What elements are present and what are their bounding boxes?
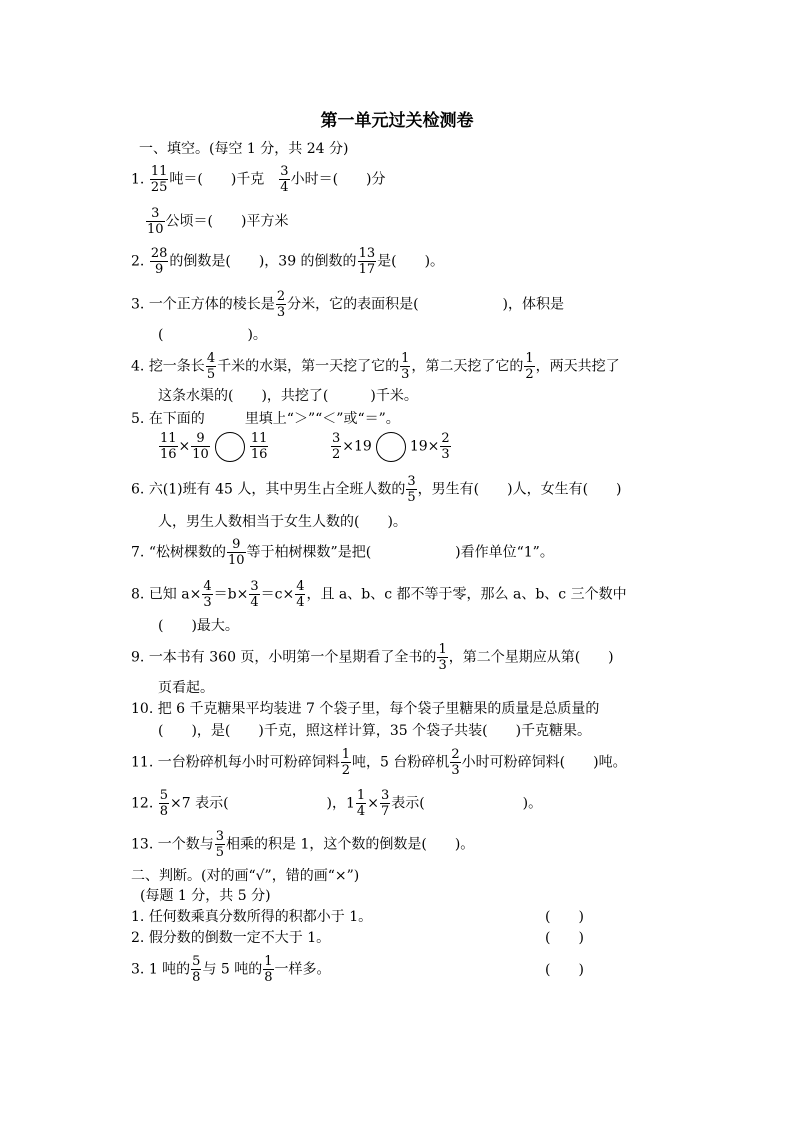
compare-circle[interactable] [215, 432, 245, 462]
fraction: $\frac{1}{3}$ [401, 351, 410, 382]
fraction: $\frac{13}{17}$ [358, 246, 376, 277]
judge-question-2: 2. 假分数的倒数一定不大于 1。 [131, 930, 331, 946]
question-7: 7. “松树棵数的 $\frac{9}{10}$ 等于柏树棵数”是把( )看作单位“1”。 [131, 537, 554, 568]
answer-paren[interactable]: ( ) [545, 909, 584, 925]
fraction: $\frac{1}{2}$ [341, 747, 350, 778]
question-10-line2: ( )，是( )千克，照这样计算，35 个袋子共装( )千克糖果。 [158, 723, 592, 739]
question-9: 9. 一本书有 360 页，小明第一个星期看了全书的 $\frac{1}{3}$ ，第二个星期应从第( ) [131, 642, 614, 673]
question-9-line2: 页看起。 [158, 680, 214, 696]
question-13: 13. 一个数与 $\frac{3}{5}$ 相乘的积是 1，这个数的倒数是( )。 [131, 829, 475, 860]
page-title: 第一单元过关检测卷 [320, 111, 474, 131]
fraction: $\frac{4}{5}$ [206, 351, 216, 382]
fraction: $\frac{1}{2}$ [525, 351, 534, 382]
fraction: $\frac{2}{3}$ [276, 289, 286, 320]
fraction: $\frac{9}{10}$ [227, 537, 245, 568]
question-1-line2: $\frac{3}{10}$ 公顷＝( )平方米 [147, 206, 289, 237]
compare-circle[interactable] [376, 432, 406, 462]
fraction: $\frac{4}{4}$ [296, 579, 305, 610]
question-5-compare-a: $\frac{11}{16}$ × $\frac{9}{10}$ $\frac{11}{16}$ [160, 431, 268, 462]
fraction: $\frac{3}{4}$ [250, 579, 259, 610]
question-1: 1. $\frac{11}{25}$ 吨＝( )千克 $\frac{3}{4}$ 小时＝( )分 [131, 164, 386, 195]
question-4-line2: 这条水渠的( )，共挖了( )千米。 [158, 388, 418, 404]
fraction: $\frac{5}{8}$ [159, 788, 168, 819]
fraction: $\frac{5}{8}$ [192, 954, 201, 985]
fraction: $\frac{2}{3}$ [441, 431, 450, 462]
answer-paren[interactable]: ( ) [545, 930, 584, 946]
question-8-line2: ( )最大。 [158, 618, 239, 634]
fraction: $\frac{3}{5}$ [407, 474, 416, 505]
fraction: $\frac{11}{16}$ [250, 431, 268, 462]
fraction: $\frac{2}{3}$ [451, 747, 460, 778]
question-5-compare-b: $\frac{3}{2}$ ×19 19× $\frac{2}{3}$ [332, 431, 450, 462]
fraction: $\frac{11}{25}$ [150, 164, 168, 195]
question-5: 5. 在下面的 里填上“＞”“＜”或“＝”。 [131, 411, 400, 427]
judge-question-1: 1. 任何数乘真分数所得的积都小于 1。 [131, 909, 373, 925]
fraction: $\frac{3}{10}$ [147, 206, 164, 237]
question-6: 6. 六(1)班有 45 人，其中男生占全班人数的 $\frac{3}{5}$ ，男生有( )人，女生有( ) [131, 474, 622, 505]
fraction: $\frac{3}{7}$ [380, 788, 390, 819]
fraction: $\frac{28}{9}$ [150, 246, 168, 277]
fraction: $\frac{3}{4}$ [280, 164, 289, 195]
question-3: 3. 一个正方体的棱长是 $\frac{2}{3}$ 分米，它的表面积是( )，体积是 [131, 289, 565, 320]
section2-heading: 二、判断。(对的画“√”，错的画“×”) [131, 868, 360, 884]
question-12: 12. $\frac{5}{8}$ ×7 表示( )，1 $\frac{1}{4}$ × $\frac{3}{7}$ 表示( )。 [131, 788, 543, 819]
judge-question-3: 3. 1 吨的 $\frac{5}{8}$ 与 5 吨的 $\frac{1}{8}$ 一样多。 [131, 954, 331, 985]
fraction: $\frac{9}{10}$ [192, 431, 209, 462]
question-8: 8. 已知 a× $\frac{4}{3}$ ＝b× $\frac{3}{4}$ ＝c× $\frac{4}{4}$ ，且 a、b、c 都不等于零，那么 a、b、c 三个数中 [131, 579, 627, 610]
section1-heading: 一、填空。(每空 1 分，共 24 分) [139, 141, 349, 157]
fraction: $\frac{3}{5}$ [215, 829, 224, 860]
question-4: 4. 挖一条长 $\frac{4}{5}$ 千米的水渠，第一天挖了它的 $\frac{1}{3}$ ，第二天挖了它的 $\frac{1}{2}$ ，两天共挖了 [131, 351, 620, 382]
question-3-line2: ( )。 [158, 327, 267, 343]
fraction: $\frac{1}{8}$ [264, 954, 273, 985]
question-11: 11. 一台粉碎机每小时可粉碎饲料 $\frac{1}{2}$ 吨，5 台粉碎机 $\frac{2}{3}$ 小时可粉碎饲料( )吨。 [131, 747, 627, 778]
question-10: 10. 把 6 千克糖果平均装进 7 个袋子里，每个袋子里糖果的质量是总质量的 [131, 701, 600, 717]
fraction: $\frac{4}{3}$ [203, 579, 212, 610]
fraction: $\frac{1}{3}$ [438, 642, 447, 673]
fraction: $\frac{1}{4}$ [356, 788, 366, 819]
section2-subheading: (每题 1 分，共 5 分) [140, 888, 271, 904]
question-2: 2. $\frac{28}{9}$ 的倒数是( )，39 的倒数的 $\frac{13}{17}$ 是( )。 [131, 246, 445, 277]
fraction: $\frac{11}{16}$ [160, 431, 177, 462]
answer-paren[interactable]: ( ) [545, 962, 584, 978]
question-6-line2: 人，男生人数相当于女生人数的( )。 [158, 514, 407, 530]
fraction: $\frac{3}{2}$ [332, 431, 341, 462]
